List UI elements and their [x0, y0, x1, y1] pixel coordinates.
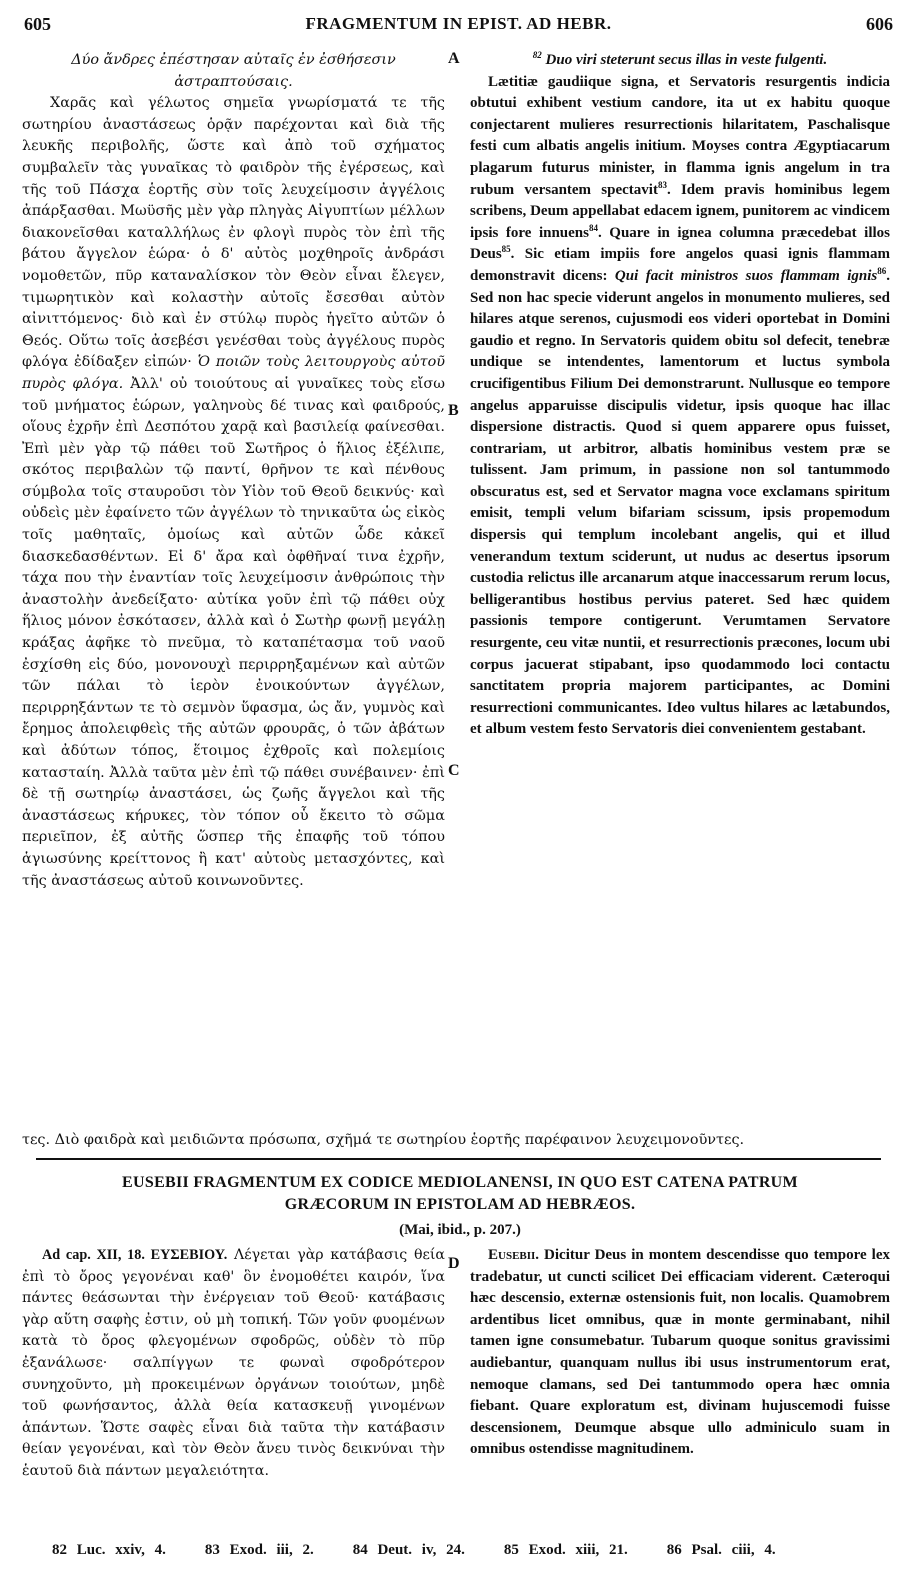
greek-paragraph: [22, 93, 445, 892]
margin-mark-d: D: [448, 1255, 460, 1272]
section-title-line-2: GRÆCORUM IN EPISTOLAM AD HEBRÆOS.: [284, 1196, 636, 1213]
section-greek-column: [22, 1245, 445, 1483]
margin-mark-c: C: [448, 762, 460, 779]
greek-lemma: Δύο ἄνδρες ἐπέστησαν αὐταῖς ἐν ἐσθήσεσιν ἀστραπτούσαις.: [71, 52, 396, 90]
latin-quote: Qui facit ministros suos flammam ignis: [614, 267, 878, 284]
section-latin-lead: Eusebii.: [488, 1247, 540, 1263]
section-latin-text: Dicitur Deus in montem descendisse quo tempore lex tradebatur, ut cuncti scilicet Dei efficaciam viderent. Cæteroqui hæc descensio, externæ ostensionis fuit, non localis. Quamobrem ardentibus licet omnibus, quæ in monte germinabant, nihil tamen igne consumebatur. Tubarum quoque sonitus gravissimi audiebantur, quanquam nullus ibi usus instrumentorum erat, nemoque clamans, sed Dei tantummodo opera hæc omnia fiebant. Quare exploratum est, divinam hujuscemodi fuisse descensionem, Deumque absque ullo adminiculo suam in omnibus ostendisse magnitudinem.: [470, 1247, 890, 1458]
footnote-ref-82: 82: [532, 50, 542, 60]
section-latin-column: [470, 1245, 890, 1461]
section-source: (Mai, ibid., p. 207.): [399, 1222, 521, 1238]
greek-quote: Ὁ ποιῶν τοὺς λειτουργοὺς αὐτοῦ πυρὸς φλόγα.: [22, 354, 445, 392]
section-title: [40, 1172, 880, 1216]
section-greek-text: Λέγεται γὰρ κατάβασις θεία ἐπὶ τὸ ὄρος γεγονέναι καθ' ὃν ἐνομοθέτει καιρόν, ἵνα πάντες θεάσωνται τὴν ἐνέργειαν τοῦ Θεοῦ· κατάβασις γὰρ αὕτη σαφὴς ἐστιν, οὐ μὴ τοπική. Τῶν γοῦν φυομένων κατὰ τὸ ὄρος φλεγομένων σφοδρῶς, οὐδὲν τὸ πῦρ ἐξανάλωσε· σαλπίγγων τε φωναὶ σφοδρότερον συνηχοῦντο, μὴ προκειμένων ὀργάνων τοιούτων, μηδὲ τοῦ φωνήσαντος, ἀλλὰ θεία κατασκευῇ γινομένων ἁπάντων. Ὥστε σαφὲς εἶναι διὰ ταῦτα τὴν κατάβασιν θείαν γεγονέναι, καὶ τὸν Θεὸν ἄνευ τινὸς δεικνύναι τὴν ἑαυτοῦ διὰ πάντων μεγαλειότητα.: [22, 1247, 446, 1479]
latin-lemma: [470, 50, 890, 72]
latin-text-3: . Quare in ignea columna præcedebat illos Deus: [470, 224, 890, 263]
page-number-left: 605: [24, 14, 51, 34]
footnote-85: 85 Exod. xiii, 21.: [503, 1542, 628, 1558]
latin-text-1: Lætitiæ gaudiique signa, et Servatoris resurgentis indicia obtutui exhibent vestium candore, ita ut ex habitu quoque conjectarent mulieres resurrectionis hilaritatem, Paschalisque festi cum albatis angelis initium. Moyses contra Ægyptiacarum plagarum futurus minister, in flamma ignis angelum in tra rubum versantem spectavit: [470, 73, 890, 198]
section-title-line-1: EUSEBII FRAGMENTUM EX CODICE MEDIOLANENSI, IN QUO EST CATENA PATRUM: [122, 1174, 798, 1191]
greek-continuation-line: τες. Διὸ φαιδρὰ καὶ μειδιῶντα πρόσωπα, σχῆμά τε σωτηρίου ἑορτῆς παρέφαινον λευχειμονοῦντες.: [22, 1132, 745, 1148]
margin-mark-a: A: [448, 50, 460, 67]
footnote-84: 84 Deut. iv, 24.: [352, 1542, 465, 1558]
greek-column: [22, 50, 445, 892]
section-greek-lead: Ad cap. XII, 18. ΕΥΣΕΒΙΟΥ.: [42, 1247, 228, 1263]
footnotes: [52, 1542, 882, 1559]
page-number-right: 606: [866, 14, 893, 34]
greek-text-2: Ἀλλ' οὐ τοιούτους αἱ γυναῖκες τοὺς εἴσω τοῦ μνήματος ἑώρων, γαληνοὺς δέ τινας καὶ φαιδρούς, οἵους ἐχρῆν ἐπὶ Δεσπότου χαρᾷ καὶ βασιλείᾳ φαίνεσθαι. Ἐπὶ μὲν γὰρ τῷ πάθει τοῦ Σωτῆρος ὁ ἥλιος ἐξέλιπε, σκότος περιβαλὼν τῷ παντί, θρῆνον τε καὶ πένθους σύμβολα τοῖς σταυροῦσι τὸν Υἱὸν τοῦ Θεοῦ δεικνύς· καὶ οὐδεὶς μὲν ἐφαίνετο τῶν ἀγγέλων τὸ τηνικαῦτα ὡς εἰκὸς τοῖς μαθηταῖς, ὁμοίως καὶ αὐτῶν ὧδε κἀκεῖ διασκεδασθέντων. Εἰ δ' ἄρα καὶ ὀφθῆναί τινα ἐχρῆν, τάχα που τὴν ἐναντίαν τοῖς λευχείμοσιν ἀνθρώποις τὴν ἀναστολὴν ἀνεδείξατο· αὐτίκα γοῦν ἐπὶ τῷ πάθει οὐχ ἥλιος μόνον ἐσκότασεν, ἀλλὰ καὶ ὁ Σωτὴρ φωνῇ μεγάλῃ κράξας ἀφῆκε τὸ πνεῦμα, τὸ καταπέτασμα τοῦ ναοῦ ἐσχίσθη εἰς δύο, μονονουχὶ περιρρηξαμένων καὶ αὐτῶν τῶν πάλαι τὸ ἱερὸν ἐνοικούντων ἀγγέλων, περιρρηξάντων τε τὸ σεμνὸν ὕφασμα, ὡς ἄν, γυμνὸς καὶ ἔρημος ἀπολειφθεὶς τῆς αὐτῶν φρουρᾶς, ὁ τῶν ἀβάτων καὶ ἀδύτων τόπος, ἕτοιμος ἐχθροῖς καὶ πολεμίοις κατασταίη. Ἀλλὰ ταῦτα μὲν ἐπὶ τῷ πάθει συνέβαινεν· ἐπὶ δὲ τῇ σωτηρίῳ ἀναστάσει, ὡς ζωῆς ἄγγελοι καὶ τῆς ἀναστάσεως κήρυκες, τὸν τόπον οὗ ἔκειτο τὸ σῶμα περιεῖπον, ἐξ αὐτῆς ὥσπερ τῆς ἐπαφῆς τοῦ τόπου ἁγιωσύνης κρείττονος ἢ κατ' αὐτοὺς μετασχόντες, καὶ τῆς ἀναστάσεως αὐτοῦ κοινωνοῦντες.: [22, 375, 445, 889]
section-divider: [36, 1158, 881, 1160]
latin-lemma-text: Duo viri steterunt secus illas in veste fulgenti.: [545, 52, 828, 68]
section-greek-paragraph: [22, 1245, 445, 1483]
footnote-86: 86 Psal. ciii, 4.: [666, 1542, 776, 1558]
section-latin-paragraph: [470, 1245, 890, 1461]
running-header: [24, 14, 893, 40]
running-title: FRAGMENTUM IN EPIST. AD HEBR.: [305, 14, 612, 33]
latin-paragraph: [470, 72, 890, 741]
latin-text-2: . Idem pravis hominibus legem scribens, Deum appellabat edacem ignem, punitorem ac vindicem ipsis fore innuens: [470, 181, 890, 241]
greek-text-1: Χαρᾶς καὶ γέλωτος σημεῖα γνωρίσματά τε τῆς σωτηρίου ἀναστάσεως ὁρᾷν παρέχονται καὶ διὰ τῆς λευκῆς περιβολῆς, ὥστε καὶ ἀπὸ τοῦ σχήματος συμβαλεῖν τὰς γυναῖκας τὸ φαιδρὸν τῆς ἐγέρσεως, καὶ τῆς τοῦ Πάσχα ἑορτῆς σὺν τοῖς λευχείμοσιν ἀγγέλοις ἀπάρξασθαι. Μωϋσῆς μὲν γὰρ πληγὰς Αἰγυπτίων μέλλων διακονεῖσθαι καταλλήλως ἐν φλογὶ πυρὸς τὸν ἐπὶ τῆς βάτου ἄγγελον ἑώρα· ὁ δ' αὐτὸς μοχθηροῖς ἀνδράσι νομοθετῶν, πῦρ καταναλίσκον τὸν Θεὸν εἶναι ἔλεγεν, τιμωρητικὸν καὶ κολαστὴν αὐτοῖς ἔσεσθαι αὐτὸν αἰνιττόμενος· διὸ καὶ ἐν στύλῳ πυρὸς ἡγεῖτο αὐτῶν ὁ Θεός. Οὕτω τοῖς ἀσεβέσι γενέσθαι τοὺς ἀγγέλους πυρὸς φλόγα ἐδίδαξεν εἰπών·: [22, 95, 445, 371]
footnote-ref-84: 84: [589, 222, 598, 233]
latin-text-5: . Sed non hac specie viderunt angelos in monumento mulieres, sed hilares atque serenos, cujusmodi eos videri oportebat in Domini gaudio et regno. In Servatoris quidem obitu sol defecit, tenebræ undique se intendentes, lamentorum et luctus symbola crucifigentibus Filium Dei demonstrarunt. Nullusque eo tempore angelus apparuisse discipulis videtur, ipsis quoque hac illac dispersione distractis. Quod si quem apparere opus fuisset, contrariam, ut arbitror, albatis hominibus vestem præ se tulissent. Jam primum, in passione non sol tantummodo obscuratus est, sed et Servator magna voce exclamans spiritum emisit, templi velum bifariam scissum, ipsis propemodum dispersis qui templum incolebant angelis, qui et illud venerandum textum sciderunt, ut nudus ac desertus ipsorum custodia relictus ille arcanarum atque inaccessarum rerum locus, belligerantibus hostibus pervius pateret. Sed hæc quidem passionis tempore contigerunt. Verumtamen Servatore resurgente, ceu vitæ nuntii, et resurrectionis præcones, locum ubi corpus jacuerat stipabant, ipso quodammodo loci contactu sanctitatem propria majorem participantes, ac Domini resurrectioni communicantes. Ideo vultus hilares ac lætabundos, et album vestem festo Servatoris diei convenientem gestabant.: [470, 267, 890, 738]
footnote-ref-85: 85: [501, 244, 511, 255]
latin-column: [470, 50, 890, 741]
footnote-82: 82 Luc. xxiv, 4.: [52, 1542, 166, 1558]
footnote-83: 83 Exod. iii, 2.: [204, 1542, 314, 1558]
footnote-ref-83: 83: [657, 179, 667, 190]
footnote-ref-86: 86: [877, 265, 887, 276]
margin-mark-b: B: [448, 402, 459, 419]
latin-text-4: . Sic etiam impiis fore angelos quasi ignis flammam demonstravit dicens:: [470, 246, 890, 284]
